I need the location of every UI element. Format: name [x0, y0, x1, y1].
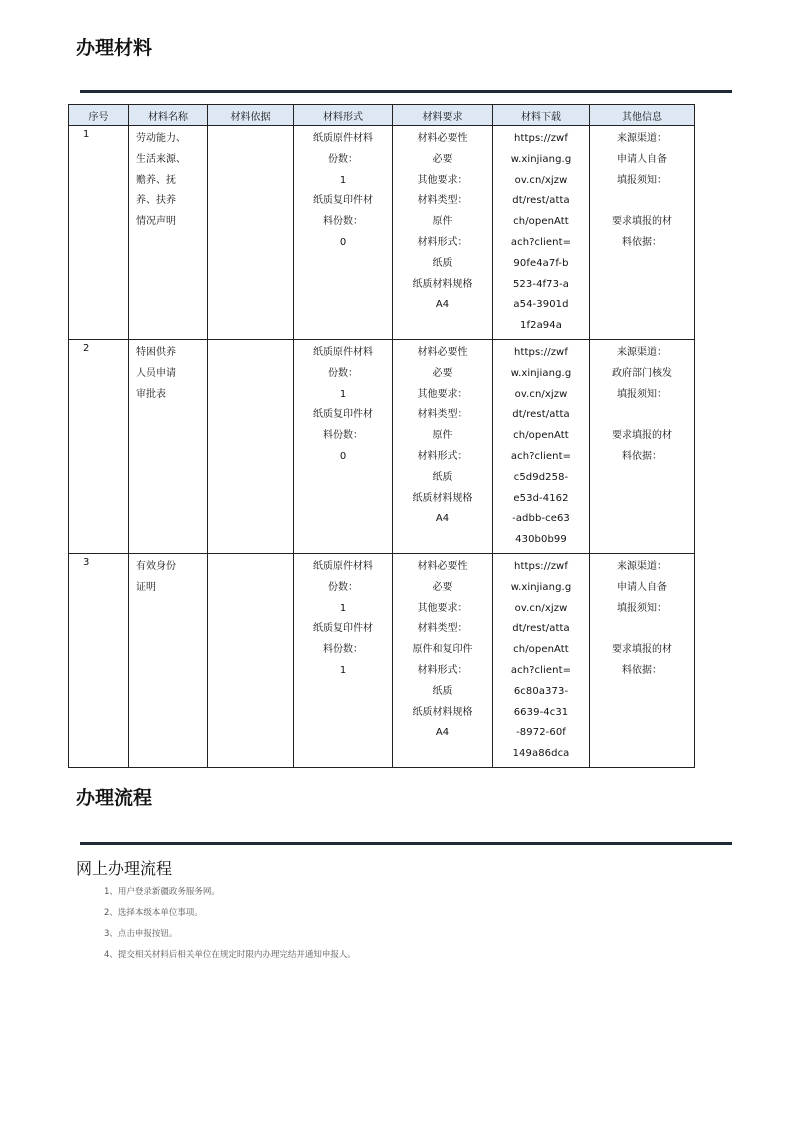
download-link-line[interactable]: ach?client= — [510, 664, 572, 676]
process-step: 3、点击申报按钮。 — [104, 929, 178, 939]
cell-seq: 1 — [69, 126, 129, 340]
cell-line: 1 — [339, 664, 347, 676]
cell-line: 情况声明 — [136, 216, 176, 228]
cell-material-requirement — [393, 339, 493, 553]
cell-line: 填报须知： — [617, 174, 667, 186]
cell-line: 填报须知： — [617, 388, 667, 400]
header-seq: 序号 — [69, 105, 129, 126]
download-link-line[interactable]: ch/openAtt — [513, 644, 569, 656]
download-link-line[interactable]: https://zwf — [514, 133, 568, 144]
cell-line: 来源渠道： — [617, 133, 667, 144]
cell-line: 要求填报的材 — [612, 216, 672, 228]
download-link-line[interactable]: https://zwf — [514, 346, 568, 358]
cell-line: 料依据： — [622, 450, 662, 462]
cell-line: 材料必要性 — [417, 133, 468, 144]
cell-line: 人员申请 — [136, 367, 176, 379]
table-row — [69, 339, 695, 553]
cell-other-info — [590, 339, 695, 553]
cell-material-download[interactable] — [493, 553, 590, 767]
cell-line: 有效身份 — [136, 560, 176, 572]
process-step: 4、提交相关材料后相关单位在规定时限内办理完结并通知申报人。 — [104, 950, 356, 960]
cell-line: 料份数： — [323, 430, 363, 442]
cell-line: 份数： — [328, 153, 358, 165]
cell-line: 料份数： — [323, 644, 363, 656]
cell-line: 纸质材料规格 — [412, 492, 473, 504]
cell-line: 审批表 — [136, 388, 166, 400]
download-link-line[interactable]: 90fe4a7f-b — [513, 257, 569, 269]
cell-line: 必要 — [432, 581, 453, 593]
download-link-line[interactable]: 1f2a94a — [520, 320, 562, 332]
cell-line: 要求填报的材 — [612, 430, 672, 442]
download-link-line[interactable]: ch/openAtt — [513, 216, 569, 228]
cell-line: 其他要求： — [417, 602, 468, 614]
cell-line: 材料必要性 — [417, 560, 468, 572]
cell-line: 份数： — [328, 367, 358, 379]
download-link-line[interactable]: w.xinjiang.g — [510, 581, 572, 593]
download-link-line[interactable]: ach?client= — [510, 450, 572, 462]
download-link-line[interactable]: 6c80a373- — [513, 685, 569, 697]
cell-line: 申请人自备 — [617, 153, 667, 165]
cell-line: 纸质复印件材 — [313, 623, 373, 635]
cell-line: 材料类型： — [417, 195, 468, 207]
cell-line: 纸质原件材料 — [313, 560, 373, 572]
cell-line: 1 — [339, 602, 347, 614]
cell-line: 0 — [339, 236, 347, 248]
cell-line: 纸质材料规格 — [412, 278, 473, 290]
cell-line: 劳动能力、 — [136, 133, 186, 144]
download-link-line[interactable]: dt/rest/atta — [512, 623, 570, 635]
cell-other-info — [590, 553, 695, 767]
cell-line: 来源渠道： — [617, 346, 667, 358]
cell-line — [592, 405, 692, 426]
cell-material-requirement — [393, 553, 493, 767]
cell-line: 纸质原件材料 — [313, 133, 373, 144]
cell-material-download[interactable] — [493, 126, 590, 340]
header-download: 材料下载 — [493, 105, 590, 126]
header-requirement: 材料要求 — [393, 105, 493, 126]
download-link-line[interactable]: -8972-60f — [516, 727, 566, 739]
cell-line: 材料类型： — [417, 623, 468, 635]
download-link-line[interactable]: ach?client= — [510, 236, 572, 248]
table-row — [69, 126, 695, 340]
cell-line: 料依据： — [622, 664, 662, 676]
cell-line: 原件和复印件 — [412, 644, 473, 656]
table-row — [69, 553, 695, 767]
cell-line: 生活来源、 — [136, 153, 186, 165]
cell-line: 赡养、抚 — [136, 174, 176, 186]
cell-line: 来源渠道： — [617, 560, 667, 572]
cell-line: 要求填报的材 — [612, 644, 672, 656]
cell-seq: 2 — [69, 339, 129, 553]
section-divider — [80, 90, 732, 93]
cell-other-info — [590, 126, 695, 340]
download-link-line[interactable]: a54-3901d — [513, 299, 569, 311]
cell-line — [592, 619, 692, 640]
download-link-line[interactable]: ov.cn/xjzw — [514, 388, 568, 400]
process-step: 1、用户登录新疆政务服务网。 — [104, 887, 220, 897]
cell-line: 材料类型： — [417, 409, 468, 421]
download-link-line[interactable]: 149a86dca — [512, 748, 570, 760]
cell-line: 特困供养 — [136, 346, 176, 358]
cell-line: 1 — [339, 388, 347, 400]
download-link-line[interactable]: -adbb-ce63 — [512, 513, 570, 525]
cell-line — [592, 191, 692, 212]
cell-line: 材料必要性 — [417, 346, 468, 358]
cell-line: 原件 — [432, 216, 453, 228]
cell-material-name — [129, 339, 208, 553]
download-link-line[interactable]: c5d9d258- — [513, 471, 569, 483]
materials-table — [68, 104, 695, 768]
cell-line: 份数： — [328, 581, 358, 593]
cell-material-form — [294, 126, 393, 340]
cell-line: 申请人自备 — [617, 581, 667, 593]
cell-line: 其他要求： — [417, 388, 468, 400]
header-other: 其他信息 — [590, 105, 695, 126]
cell-line: 料依据： — [622, 236, 662, 248]
download-link-line[interactable]: dt/rest/atta — [512, 409, 570, 421]
process-step: 2、选择本级本单位事项。 — [104, 908, 203, 918]
cell-line: 养、扶养 — [136, 195, 176, 207]
cell-material-basis — [208, 553, 294, 767]
header-basis: 材料依据 — [208, 105, 294, 126]
cell-line: 1 — [339, 174, 347, 186]
cell-line: A4 — [435, 727, 450, 739]
cell-line: 纸质材料规格 — [412, 706, 473, 718]
cell-material-form — [294, 339, 393, 553]
cell-line: 纸质复印件材 — [313, 195, 373, 207]
download-link-line[interactable]: dt/rest/atta — [512, 195, 570, 207]
download-link-line[interactable]: e53d-4162 — [513, 492, 569, 504]
cell-line: 材料形式： — [417, 664, 468, 676]
cell-line: A4 — [435, 299, 450, 311]
cell-line: 证明 — [136, 581, 156, 593]
cell-material-requirement — [393, 126, 493, 340]
cell-line: 纸质原件材料 — [313, 346, 373, 358]
download-link-line[interactable]: 523-4f73-a — [512, 278, 570, 290]
section-title-process: 办理流程 — [76, 787, 153, 809]
download-link-line[interactable]: 6639-4c31 — [513, 706, 569, 718]
header-name: 材料名称 — [129, 105, 208, 126]
online-process-title: 网上办理流程 — [76, 859, 173, 878]
cell-line: 材料形式： — [417, 236, 468, 248]
cell-line: 填报须知： — [617, 602, 667, 614]
cell-line: 政府部门核发 — [612, 367, 672, 379]
cell-line: 纸质复印件材 — [313, 409, 373, 421]
download-link-line[interactable]: w.xinjiang.g — [510, 153, 572, 165]
download-link-line[interactable]: ch/openAtt — [513, 430, 569, 442]
cell-seq: 3 — [69, 553, 129, 767]
cell-line: 纸质 — [432, 685, 453, 697]
cell-line: 0 — [339, 450, 347, 462]
cell-line: 材料形式： — [417, 450, 468, 462]
header-form: 材料形式 — [294, 105, 393, 126]
download-link-line[interactable]: 430b0b99 — [515, 534, 567, 546]
section-divider — [80, 842, 732, 845]
cell-line: 纸质 — [432, 257, 453, 269]
process-steps-list — [104, 882, 356, 966]
download-link-line[interactable]: https://zwf — [514, 560, 568, 572]
cell-material-basis — [208, 339, 294, 553]
cell-material-download[interactable] — [493, 339, 590, 553]
cell-material-basis — [208, 126, 294, 340]
download-link-line[interactable]: w.xinjiang.g — [510, 367, 572, 379]
table-header-row — [69, 105, 695, 126]
cell-line: 其他要求： — [417, 174, 468, 186]
download-link-line[interactable]: ov.cn/xjzw — [514, 602, 568, 614]
cell-line: 纸质 — [432, 471, 453, 483]
cell-line: 原件 — [432, 430, 453, 442]
cell-line: 必要 — [432, 367, 453, 379]
cell-material-form — [294, 553, 393, 767]
download-link-line[interactable]: ov.cn/xjzw — [514, 174, 568, 186]
cell-line: 料份数： — [323, 216, 363, 228]
cell-material-name — [129, 126, 208, 340]
cell-line: 必要 — [432, 153, 453, 165]
section-title-materials: 办理材料 — [76, 37, 153, 59]
cell-line: A4 — [435, 513, 450, 525]
cell-material-name — [129, 553, 208, 767]
